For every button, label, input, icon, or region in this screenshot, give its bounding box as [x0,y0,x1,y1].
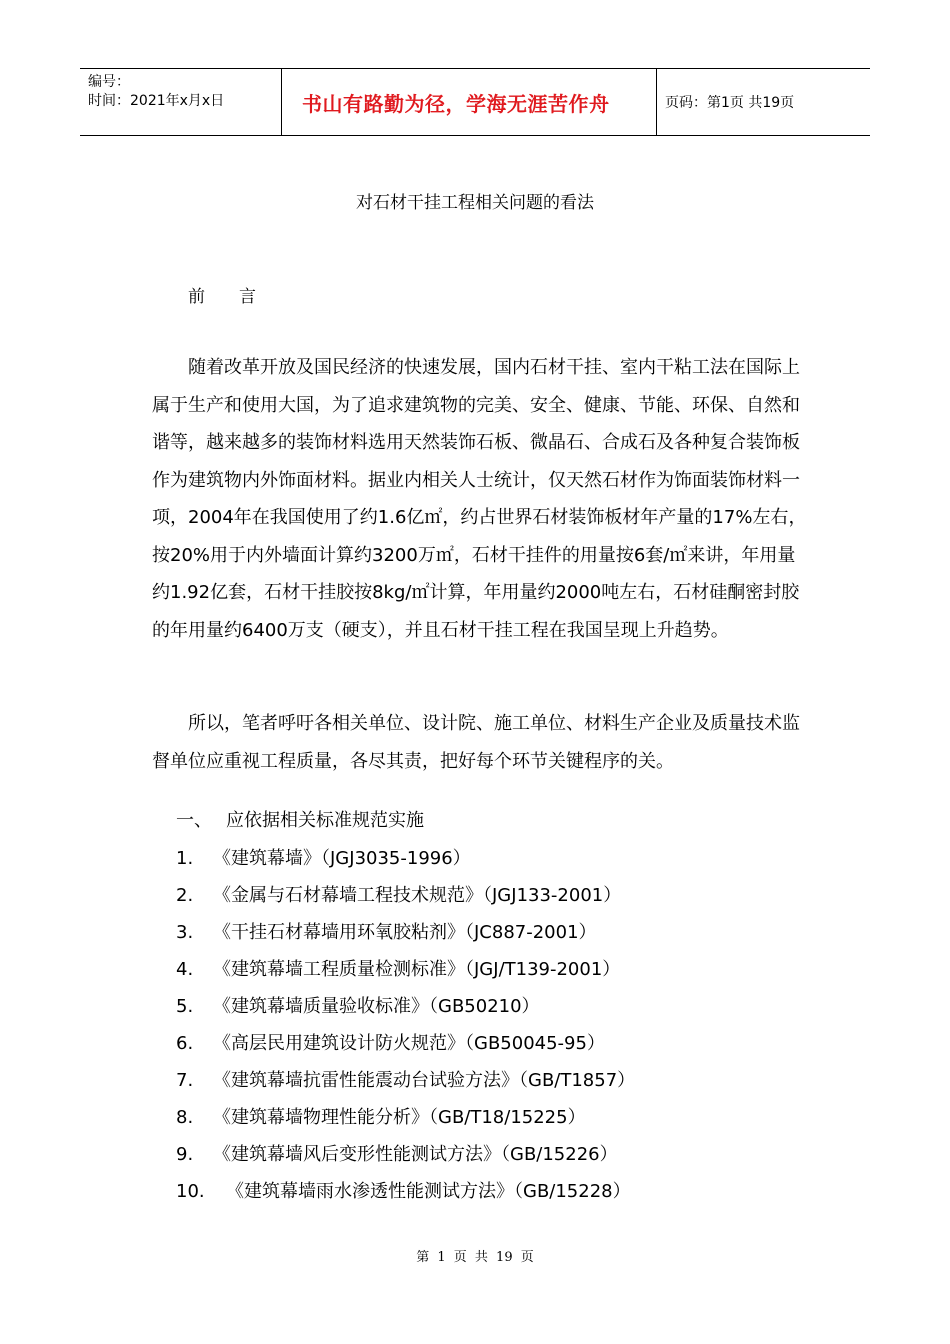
page-footer: 第 1 页 共 19 页 [416,1250,534,1265]
list-item [176,1099,635,1136]
list-item-index: 1. [176,848,194,869]
time-label: 时间：2021年x月x日 [88,93,225,109]
standards-list [176,840,635,1210]
list-item-text: 《建筑幕墙抗雷性能震动台试验方法》（GB/T1857） [213,1070,636,1091]
list-item [176,877,635,914]
preface-heading: 前言 [188,287,290,307]
list-item-index: 9. [176,1144,194,1165]
list-item [176,1025,635,1062]
document-title: 对石材干挂工程相关问题的看法 [356,193,594,213]
list-item-text: 《金属与石材幕墙工程技术规范》（JGJ133-2001） [213,885,622,906]
list-item-text: 《干挂石材幕墙用环氧胶粘剂》（JC887-2001） [213,922,597,943]
list-item-text: 《建筑幕墙》（JGJ3035-1996） [213,848,471,869]
header-page-info-cell [657,69,870,135]
list-item-text: 《建筑幕墙风后变形性能测试方法》（GB/15226） [213,1144,618,1165]
list-item-index: 3. [176,922,194,943]
paragraph-appeal: 所以，笔者呼吁各相关单位、设计院、施工单位、材料生产企业及质量技术监督单位应重视工程质量，各尽其责，把好每个环节关键程序的关。 [152,713,800,772]
section-title: 应依据相关标准规范实施 [226,810,424,831]
list-item-text: 《建筑幕墙工程质量检测标准》（JGJ/T139-2001） [213,959,621,980]
header-meta [80,69,281,135]
list-item [176,1136,635,1173]
list-item [176,914,635,951]
list-item-text: 《建筑幕墙质量验收标准》（GB50210） [213,996,540,1017]
list-item-index: 2. [176,885,194,906]
section-number: 一、 [176,810,212,831]
section-heading-1 [176,806,424,832]
document-header [80,68,870,136]
list-item-text: 《建筑幕墙雨水渗透性能测试方法》（GB/15228） [226,1181,631,1202]
list-item-index: 7. [176,1070,194,1091]
list-item-index: 6. [176,1033,194,1054]
list-item-text: 《高层民用建筑设计防火规范》（GB50045-95） [213,1033,605,1054]
list-item [176,1062,635,1099]
list-item [176,1173,635,1210]
paragraph-intro: 随着改革开放及国民经济的快速发展，国内石材干挂、室内干粘工法在国际上属于生产和使用大国，为了追求建筑物的完美、安全、健康、节能、环保、自然和谐等，越来越多的装饰材料选用天然装饰石板、微晶石、合成石及各种复合装饰板作为建筑物内外饰面材料。据业内相关人士统计，仅天然石材作为饰面装饰材料一项，2004年在我国使用了约1.6亿㎡，约占世界石材装饰板材年产量的17%左右，按20%用于内外墙面计算约3200万㎡，石材干挂件的用量按6套/㎡来讲，年用量约1.92亿套，石材干挂胶按8kg/㎡计算，年用量约2000吨左右，石材硅酮密封胶的年用量约6400万支（硬支），并且石材干挂工程在我国呈现上升趋势。 [152,357,807,641]
list-item-text: 《建筑幕墙物理性能分析》（GB/T18/15225） [213,1107,586,1128]
list-item-index: 5. [176,996,194,1017]
header-motto-cell [281,69,657,135]
list-item-index: 10. [176,1181,205,1202]
list-item-index: 8. [176,1107,194,1128]
list-item [176,988,635,1025]
list-item-index: 4. [176,959,194,980]
header-page-info: 页码：第1页 共19页 [665,95,795,111]
list-item [176,840,635,877]
serial-label: 编号： [88,74,130,90]
list-item [176,951,635,988]
header-motto: 书山有路勤为径，学海无涯苦作舟 [302,91,610,116]
